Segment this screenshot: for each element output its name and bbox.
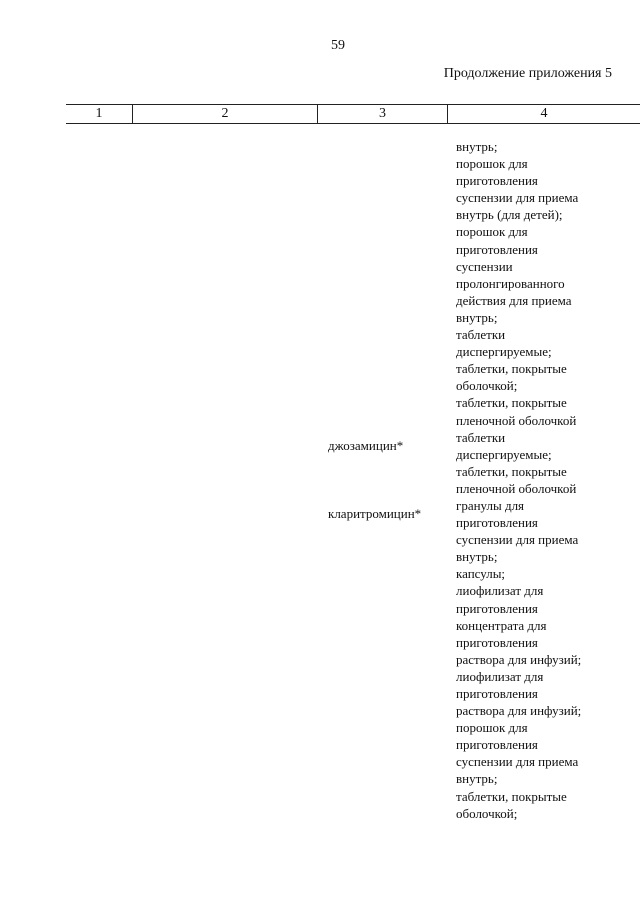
dosage-form-line: диспергируемые; (456, 446, 552, 462)
dosage-form-line: таблетки, покрытые (456, 395, 567, 411)
dosage-form-line: раствора для инфузий; (456, 651, 582, 667)
dosage-form-line: пленочной оболочкой (456, 412, 577, 428)
drug-name-clarithromycin: кларитромицин* (328, 506, 422, 521)
dosage-form-line: раствора для инфузий; (456, 703, 582, 719)
dosage-form-line: приготовления (456, 634, 538, 650)
dosage-form-line: приготовления (456, 173, 538, 189)
dosage-form-line: внутрь; (456, 309, 498, 325)
dosage-form-line: оболочкой; (456, 805, 518, 821)
dosage-form-line: порошок для (456, 720, 528, 736)
dosage-form-line: концентрата для (456, 617, 547, 633)
dosage-form-line: порошок для (456, 156, 528, 172)
dosage-form-line: действия для приема (456, 292, 572, 308)
dosage-form-line: приготовления (456, 600, 538, 616)
dosage-form-line: капсулы; (456, 566, 506, 582)
dosage-form-line: приготовления (456, 241, 538, 257)
dosage-form-line: внутрь; (456, 771, 498, 787)
dosage-form-line: порошок для (456, 224, 528, 240)
dosage-form-line: таблетки, покрытые (456, 463, 567, 479)
dosage-form-line: таблетки (456, 327, 506, 343)
appendix-continuation-label: Продолжение приложения 5 (443, 66, 612, 81)
dosage-form-line: лиофилизат для (456, 668, 544, 684)
dosage-form-line: пленочной оболочкой (456, 480, 577, 496)
page-number: 59 (331, 38, 345, 53)
drug-name-josamycin: джозамицин* (328, 438, 404, 453)
column-header-2: 2 (133, 105, 318, 123)
dosage-form-line: приготовления (456, 686, 538, 701)
dosage-form-line: приготовления (456, 737, 538, 753)
dosage-form-line: таблетки, покрытые (456, 361, 567, 377)
dosage-form-line: оболочкой; (456, 378, 518, 394)
dosage-form-line: таблетки (456, 429, 506, 445)
column-header-1: 1 (66, 105, 133, 123)
dosage-form-line: пролонгированного (456, 275, 565, 291)
dosage-form-line: таблетки, покрытые (456, 788, 567, 804)
dosage-form-line: лиофилизат для (456, 583, 544, 599)
column-header-3: 3 (318, 105, 448, 123)
column-header-4: 4 (540, 106, 548, 121)
dosage-form-line: суспензии для приема (456, 190, 579, 206)
dosage-forms-column (456, 138, 636, 822)
dosage-form-line: внутрь; (456, 549, 498, 565)
table-header-row (66, 104, 640, 124)
dosage-form-line: суспензии для приема (456, 754, 579, 770)
dosage-form-line: суспензии (456, 258, 513, 274)
dosage-form-line: диспергируемые; (456, 344, 552, 360)
dosage-form-line: суспензии для приема (456, 532, 579, 548)
dosage-form-line: внутрь; (456, 139, 498, 154)
dosage-form-line: внутрь (для детей); (456, 207, 563, 223)
dosage-form-line: приготовления (456, 515, 538, 531)
dosage-form-line: гранулы для (456, 497, 525, 513)
